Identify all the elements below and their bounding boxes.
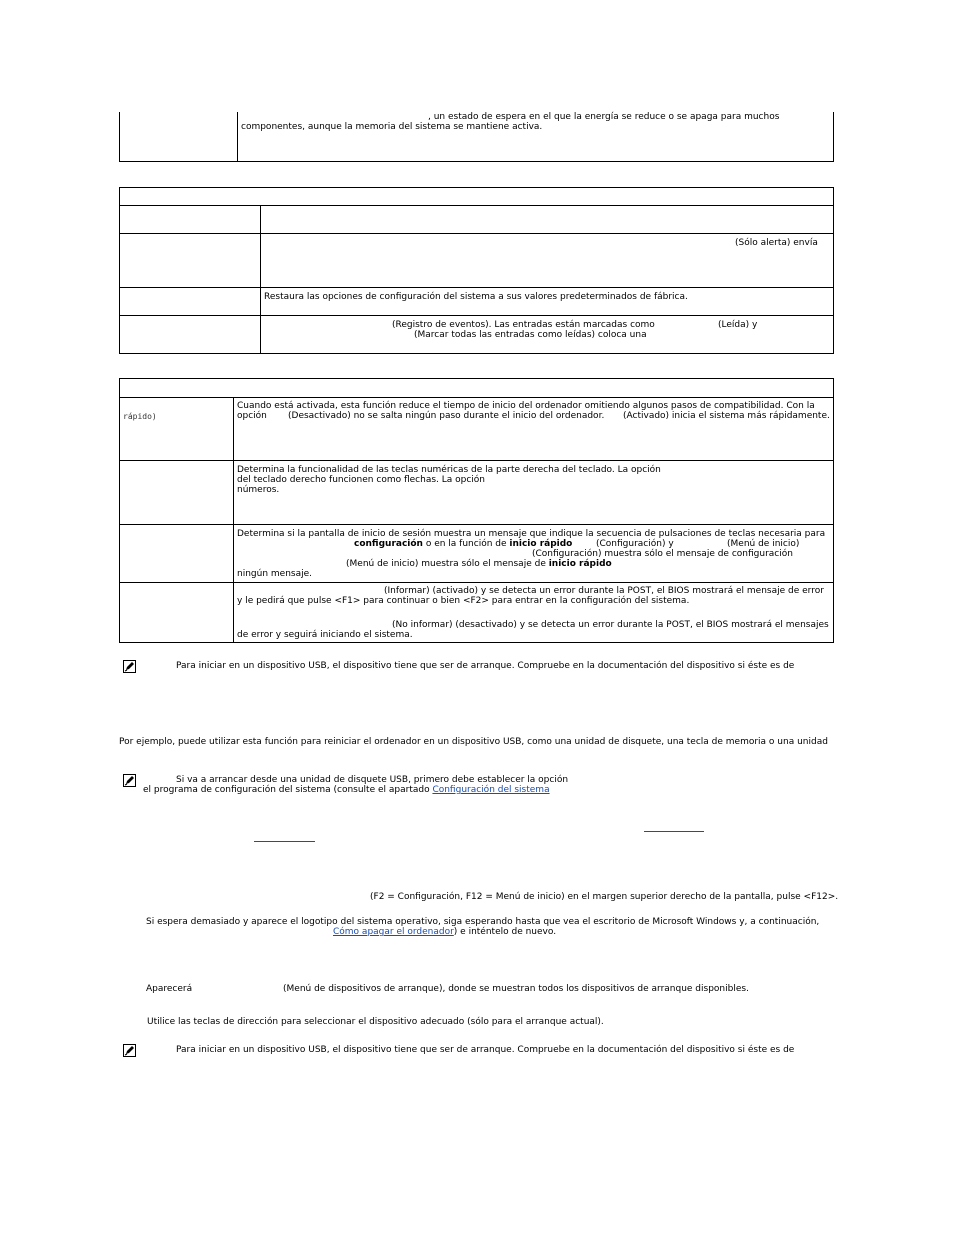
link-como-apagar[interactable]: Cómo apagar el ordenador [333,927,454,937]
table3-row4-line4: de error y seguirá iniciando el sistema. [237,630,413,640]
table1-line1: , un estado de espera en el que la energía se reduce o se apaga para muchos [428,112,780,122]
note2-line1: Si va a arrancar desde una unidad de disquete USB, primero debe establecer la opción [176,775,569,785]
link-underline-1[interactable] [644,831,704,832]
row3-mid: o en la función de [422,539,510,549]
table3-row2-line3: números. [237,485,280,495]
table3-row3-line5: ningún mensaje. [237,569,313,579]
table3-row1-line2c: (Activado) inicia el sistema más rápidamente. [623,411,830,421]
table3-row2-line1: Determina la funcionalidad de las teclas numéricas de la parte derecha del teclado. La opción [237,465,661,475]
table3-row4-line3: (No informar) (desactivado) y se detecta un error durante la POST, el BIOS mostrará el mensajes [392,620,829,630]
bold-inicio-rapido-2: inicio rápido [548,559,612,569]
step-menu-a: Aparecerá [146,984,193,994]
bold-inicio-rapido: inicio rápido [509,539,573,549]
step-arrows: Utilice las teclas de dirección para seleccionar el dispositivo adecuado (sólo para el arranque actual). [147,1017,604,1027]
table3-row3-line3: (Configuración) muestra sólo el mensaje de configuración [532,549,793,559]
note2-line2-pre: el programa de configuración del sistema (consulte el apartado [143,785,433,795]
table2-row4-line1a: (Registro de eventos). Las entradas están marcadas como [392,320,655,330]
table3-row4-line1: (Informar) (activado) y se detecta un error durante la POST, el BIOS mostrará el mensaje de error [384,586,824,596]
table3-row1-line2b: (Desactivado) no se salta ningún paso durante el inicio del ordenador. [288,411,605,421]
table3-row1-label: rápido) [123,412,157,421]
step-f12: (F2 = Configuración, F12 = Menú de inicio) en el margen superior derecho de la pantalla, pulse <F12>. [370,892,839,902]
para-example: Por ejemplo, puede utilizar esta función para reiniciar el ordenador en un dispositivo USB, como una unidad de disquete, una tecla de memoria o una unidad [119,737,828,747]
note-pencil-icon [123,774,136,787]
table3-row3-line2b: (Configuración) y [596,539,674,549]
link-configuracion-sistema[interactable]: Configuración del sistema [432,785,550,795]
table3-row1-line2a: opción [237,411,267,421]
link-underline-2[interactable] [254,841,315,842]
table3-row3-line2c: (Menú de inicio) [727,539,800,549]
table3-row3-line4 [346,559,612,569]
table3-row4-line2: y le pedirá que pulse <F1> para continuar o bien <F2> para entrar en la configuración del sistema. [237,596,690,606]
table2-row4-line2: (Marcar todas las entradas como leídas) coloca una [414,330,647,340]
note-pencil-icon [123,1044,136,1057]
step-wait-line2-post: ) e inténtelo de nuevo. [453,927,557,937]
bold-configuracion: configuración [354,539,423,549]
step-menu-b: (Menú de dispositivos de arranque), donde se muestran todos los dispositivos de arranque disponibles. [283,984,749,994]
note1-text: Para iniciar en un dispositivo USB, el dispositivo tiene que ser de arranque. Compruebe en la documentación del dispositivo si éste es de [176,661,795,671]
table2-row2-text: (Sólo alerta) envía [735,238,818,248]
step-wait-line2 [333,927,556,937]
table3-row2-line2: del teclado derecho funcionen como flechas. La opción [237,475,486,485]
table2-row4-line1b: (Leída) y [718,320,758,330]
table3-row1-line1: Cuando está activada, esta función reduce el tiempo de inicio del ordenador omitiendo algunos pasos de compatibilidad. Con la [237,401,815,411]
row3-line4a: (Menú de inicio) muestra sólo el mensaje de [346,559,549,569]
step-wait-line1: Si espera demasiado y aparece el logotipo del sistema operativo, siga esperando hasta que vea el escritorio de Microsoft Windows y, a continuación, [146,917,820,927]
table3-row3-line1: Determina si la pantalla de inicio de sesión muestra un mensaje que indique la secuencia de pulsaciones de teclas necesaria para [237,529,826,539]
note3-text: Para iniciar en un dispositivo USB, el dispositivo tiene que ser de arranque. Compruebe en la documentación del dispositivo si éste es de [176,1045,795,1055]
note-pencil-icon [123,660,136,673]
table3-row3-line2 [354,539,572,549]
table1-line2: componentes, aunque la memoria del sistema se mantiene activa. [241,122,543,132]
note2-line2 [143,785,550,795]
table2-row3-text: Restaura las opciones de configuración del sistema a sus valores predeterminados de fábrica. [264,292,688,302]
